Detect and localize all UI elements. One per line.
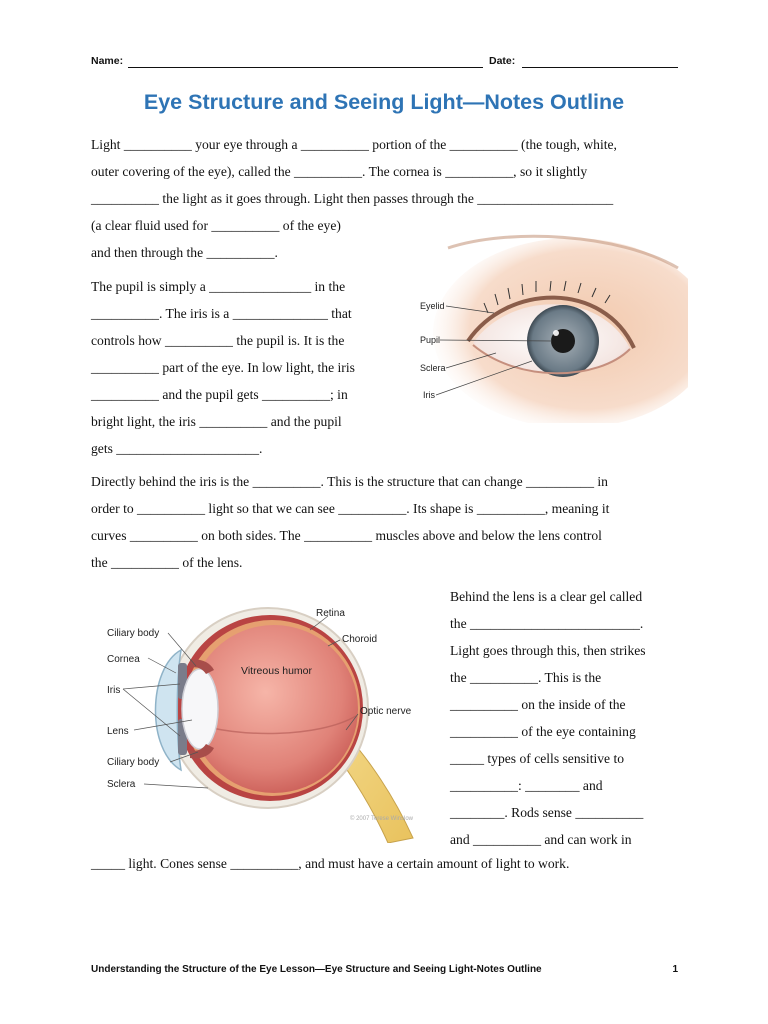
paragraph-cones	[91, 850, 681, 877]
text-line: outer covering of the eye), called the __________. The cornea is __________, so it slightly	[91, 164, 588, 179]
page-title: Eye Structure and Seeing Light—Notes Outline	[143, 90, 625, 114]
text-line: __________ on the inside of the	[450, 697, 626, 712]
figure-credit: © 2007 Terese Winslow	[350, 816, 414, 822]
label-cornea: Cornea	[107, 654, 140, 665]
label-ciliary-body-bottom: Ciliary body	[107, 757, 160, 768]
label-pupil: Pupil	[420, 335, 441, 345]
label-sclera: Sclera	[107, 779, 136, 790]
text-line: Light __________ your eye through a __________ portion of the __________ (the tough, white,	[91, 137, 617, 152]
label-eyelid: Eyelid	[420, 301, 445, 311]
lens-shape	[182, 669, 218, 749]
label-ciliary-body-top: Ciliary body	[107, 628, 160, 639]
text-line: __________ and the pupil gets __________; in	[91, 387, 348, 402]
text-line: _____ light. Cones sense __________, and must have a certain amount of light to work.	[91, 856, 570, 871]
label-vitreous-humor: Vitreous humor	[241, 665, 313, 677]
label-iris: Iris	[423, 390, 435, 400]
text-line: Behind the lens is a clear gel called	[450, 589, 643, 604]
label-lens: Lens	[107, 726, 129, 737]
paragraph-retina	[450, 583, 690, 853]
text-line: __________: ________ and	[450, 778, 603, 793]
text-line: the __________. This is the	[450, 670, 602, 685]
label-retina: Retina	[316, 608, 345, 619]
text-line: curves __________ on both sides. The __________ muscles above and below the lens control	[91, 528, 602, 543]
text-line: order to __________ light so that we can see __________. Its shape is __________, meaning it	[91, 501, 610, 516]
text-line: __________ of the eye containing	[450, 724, 636, 739]
label-optic-nerve: Optic nerve	[360, 706, 412, 717]
name-label: Name:	[91, 55, 124, 67]
text-line: bright light, the iris __________ and the pupil	[91, 414, 342, 429]
eye-cross-section-figure	[88, 588, 428, 843]
external-eye-figure	[398, 233, 688, 423]
label-iris: Iris	[107, 685, 121, 696]
page-number: 1	[672, 964, 678, 975]
text-line: and __________ and can work in	[450, 832, 632, 847]
text-line: the __________ of the lens.	[91, 555, 243, 570]
footer-text: Understanding the Structure of the Eye Lesson—Eye Structure and Seeing Light-Notes Outline	[91, 964, 542, 975]
text-line: gets _____________________.	[91, 441, 263, 456]
paragraph-pupil-iris	[91, 273, 391, 462]
text-line: Light goes through this, then strikes	[450, 643, 646, 658]
text-line: ________. Rods sense __________	[450, 805, 644, 820]
label-choroid: Choroid	[342, 634, 378, 645]
paragraph-lens	[91, 468, 681, 576]
footer	[91, 964, 678, 980]
text-line: controls how __________ the pupil is. It is the	[91, 333, 345, 348]
cornea-shape	[155, 650, 181, 770]
text-line: (a clear fluid used for __________ of the eye)	[91, 218, 341, 233]
text-line: Directly behind the iris is the __________. This is the structure that can change __________ in	[91, 474, 608, 489]
text-line: __________ the light as it goes through. Light then passes through the ____________________	[91, 191, 614, 206]
name-line	[128, 67, 483, 68]
header	[91, 55, 678, 71]
text-line: __________. The iris is a ______________ that	[91, 306, 352, 321]
text-line: and then through the __________.	[91, 245, 278, 260]
text-line: the _________________________.	[450, 616, 644, 631]
text-line: _____ types of cells sensitive to	[450, 751, 625, 766]
date-label: Date:	[489, 55, 516, 67]
date-line	[522, 67, 678, 68]
text-line: __________ part of the eye. In low light, the iris	[91, 360, 355, 375]
highlight-shape	[553, 330, 559, 336]
text-line: The pupil is simply a _______________ in the	[91, 279, 346, 294]
label-sclera: Sclera	[420, 363, 446, 373]
